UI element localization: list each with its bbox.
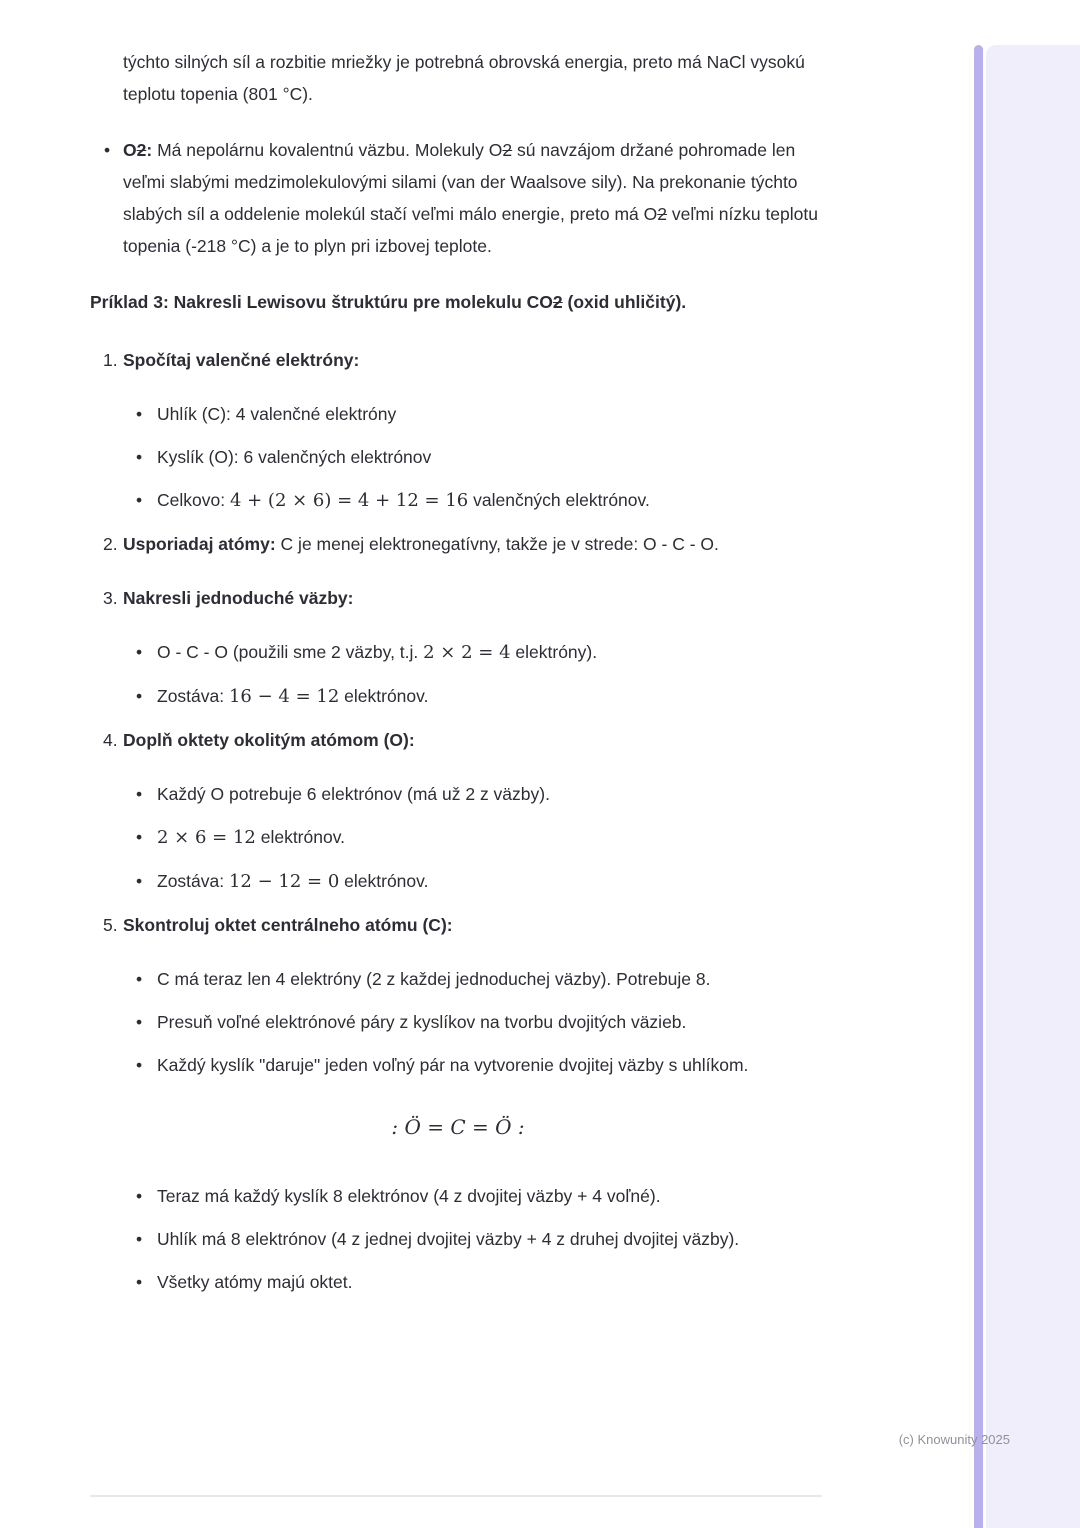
list-item-text: [157, 821, 826, 854]
text-segment: 2 × 2 = 4: [423, 642, 511, 663]
numbered-list-item: [90, 582, 826, 614]
math-formula: [90, 1111, 826, 1144]
bullet-marker: •: [136, 1272, 143, 1292]
text-segment: O - C - O (použili sme 2 väzby, t.j.: [157, 642, 424, 662]
text-segment: Zostáva:: [157, 871, 229, 891]
list-number: 3.: [103, 588, 118, 608]
text-segment: Spočítaj valenčné elektróny:: [123, 350, 360, 370]
page-bottom-divider: [90, 1495, 822, 1497]
list-item-text: [157, 778, 826, 810]
bullet-list-item: [90, 484, 826, 517]
list-item-text: [123, 134, 826, 262]
list-item-text: [123, 724, 826, 756]
bullet-list-item: [90, 636, 826, 669]
text-segment: Nakresli jednoduché väzby:: [123, 588, 354, 608]
text-segment: (oxid uhličitý).: [562, 292, 687, 312]
list-item-text: [157, 963, 826, 995]
list-number: 5.: [103, 915, 118, 935]
bullet-marker: •: [136, 784, 143, 804]
text-segment: Kyslík (O): 6 valenčných elektrónov: [157, 447, 432, 467]
list-item-text: [157, 1223, 826, 1255]
text-segment: týchto silných síl a rozbitie mriežky je potrebná obrovská energia, preto má NaCl vysokú teplotu topenia (801 °C).: [123, 52, 805, 104]
text-segment: Každý kyslík "daruje" jeden voľný pár na vytvorenie dvojitej väzby s uhlíkom.: [157, 1055, 749, 1075]
bullet-list-item: [90, 865, 826, 898]
text-segment: elektrónov.: [339, 686, 429, 706]
bullet-marker: •: [136, 871, 143, 891]
bullet-list-item: [90, 680, 826, 713]
list-item-text: [123, 528, 826, 560]
bullet-marker: •: [136, 1012, 143, 1032]
text-segment: C je menej elektronegatívny, takže je v strede: O - C - O.: [275, 534, 719, 554]
bullet-marker: •: [136, 490, 143, 510]
scrollbar-thumb[interactable]: [974, 45, 983, 1528]
text-segment: 2 × 6 = 12: [157, 827, 256, 848]
bullet-list-item: [90, 1006, 826, 1038]
watermark: (c) Knowunity 2025: [898, 1432, 1010, 1447]
bullet-marker: •: [136, 1055, 143, 1075]
bullet-list-item: [90, 1049, 826, 1081]
text-segment: Každý O potrebuje 6 elektrónov (má už 2 z väzby).: [157, 784, 550, 804]
document-content: [90, 46, 826, 1309]
numbered-list-item: [90, 528, 826, 560]
list-item-text: [123, 909, 826, 941]
list-item-text: [157, 1266, 826, 1298]
text-segment: 12 − 12 = 0: [228, 871, 340, 892]
text-segment: 4 + (2 × 6) = 4 + 12 = 16: [229, 490, 469, 511]
text-segment: Usporiadaj atómy:: [123, 534, 276, 554]
list-item-text: [157, 680, 826, 713]
text-segment: Zostáva:: [157, 686, 229, 706]
text-segment: 2: [136, 140, 147, 160]
bullet-list-item: [90, 134, 826, 262]
text-segment: Presuň voľné elektrónové páry z kyslíkov na tvorbu dvojitých väzieb.: [157, 1012, 687, 1032]
text-segment: 2: [552, 292, 563, 312]
text-segment: valenčných elektrónov.: [468, 490, 650, 510]
list-item-text: [157, 441, 826, 473]
text-segment: 2: [502, 140, 513, 160]
text-segment: C má teraz len 4 elektróny (2 z každej jednoduchej väzby). Potrebuje 8.: [157, 969, 711, 989]
list-item-text: [123, 344, 826, 376]
list-item-text: [157, 1180, 826, 1212]
bullet-marker: •: [136, 642, 143, 662]
text-segment: elektrónov.: [339, 871, 429, 891]
text-segment: Príklad 3: Nakresli Lewisovu štruktúru pre molekulu CO: [90, 292, 553, 312]
bullet-list-item: [90, 1266, 826, 1298]
text-segment: veľmi nízku teplotu topenia (-218 °C) a je to plyn pri izbovej teplote.: [123, 204, 818, 256]
text-segment: Teraz má každý kyslík 8 elektrónov (4 z dvojitej väzby + 4 voľné).: [157, 1186, 661, 1206]
bullet-list-item: [90, 778, 826, 810]
list-item-text: [157, 1006, 826, 1038]
list-number: 2.: [103, 534, 118, 554]
bullet-list-item: [90, 1180, 826, 1212]
bullet-marker: •: [136, 827, 143, 847]
bullet-marker: •: [136, 1186, 143, 1206]
text-segment: 16 − 4 = 12: [228, 686, 340, 707]
bullet-list-item: [90, 1223, 826, 1255]
bullet-marker: •: [104, 140, 111, 160]
bullet-list-item: [90, 963, 826, 995]
text-segment: Všetky atómy majú oktet.: [157, 1272, 353, 1292]
bullet-list-item: [90, 398, 826, 430]
bullet-marker: •: [136, 969, 143, 989]
numbered-list-item: [90, 724, 826, 756]
bullet-marker: •: [136, 1229, 143, 1249]
numbered-list-item: [90, 344, 826, 376]
list-item-text: [157, 636, 826, 669]
list-item-text: [123, 582, 826, 614]
text-segment: :: [146, 140, 158, 160]
bullet-marker: •: [136, 404, 143, 424]
next-page-edge: [986, 45, 1080, 1528]
list-number: 1.: [103, 350, 118, 370]
list-number: 4.: [103, 730, 118, 750]
bullet-marker: •: [136, 686, 143, 706]
text-segment: sú navzájom držané pohromade len veľmi slabými medzimolekulovými silami (van der Waalsove sily). Na prekonanie týchto slabých síl a oddelenie molekúl stačí veľmi málo energie, preto má O: [123, 140, 798, 224]
text-segment: Má nepolárnu kovalentnú väzbu. Molekuly O: [157, 140, 503, 160]
bullet-list-item: [90, 441, 826, 473]
text-segment: : Ö = C = Ö :: [391, 1115, 525, 1139]
list-item-text: [157, 398, 826, 430]
text-segment: Skontroluj oktet centrálneho atómu (C):: [123, 915, 453, 935]
text-segment: 2: [657, 204, 667, 224]
list-item-text: [157, 1049, 826, 1081]
list-item-text: [157, 484, 826, 517]
text-segment: Uhlík (C): 4 valenčné elektróny: [157, 404, 397, 424]
text-segment: elektróny).: [510, 642, 598, 662]
list-item-text: [157, 865, 826, 898]
text-segment: Uhlík má 8 elektrónov (4 z jednej dvojitej väzby + 4 z druhej dvojitej väzby).: [157, 1229, 740, 1249]
text-segment: Doplň oktety okolitým atómom (O):: [123, 730, 415, 750]
text-segment: O: [123, 140, 137, 160]
bullet-list-item: [90, 821, 826, 854]
section-heading: [90, 286, 826, 318]
bullet-marker: •: [136, 447, 143, 467]
paragraph: [123, 46, 826, 110]
text-segment: Celkovo:: [157, 490, 230, 510]
numbered-list-item: [90, 909, 826, 941]
text-segment: elektrónov.: [255, 827, 346, 847]
